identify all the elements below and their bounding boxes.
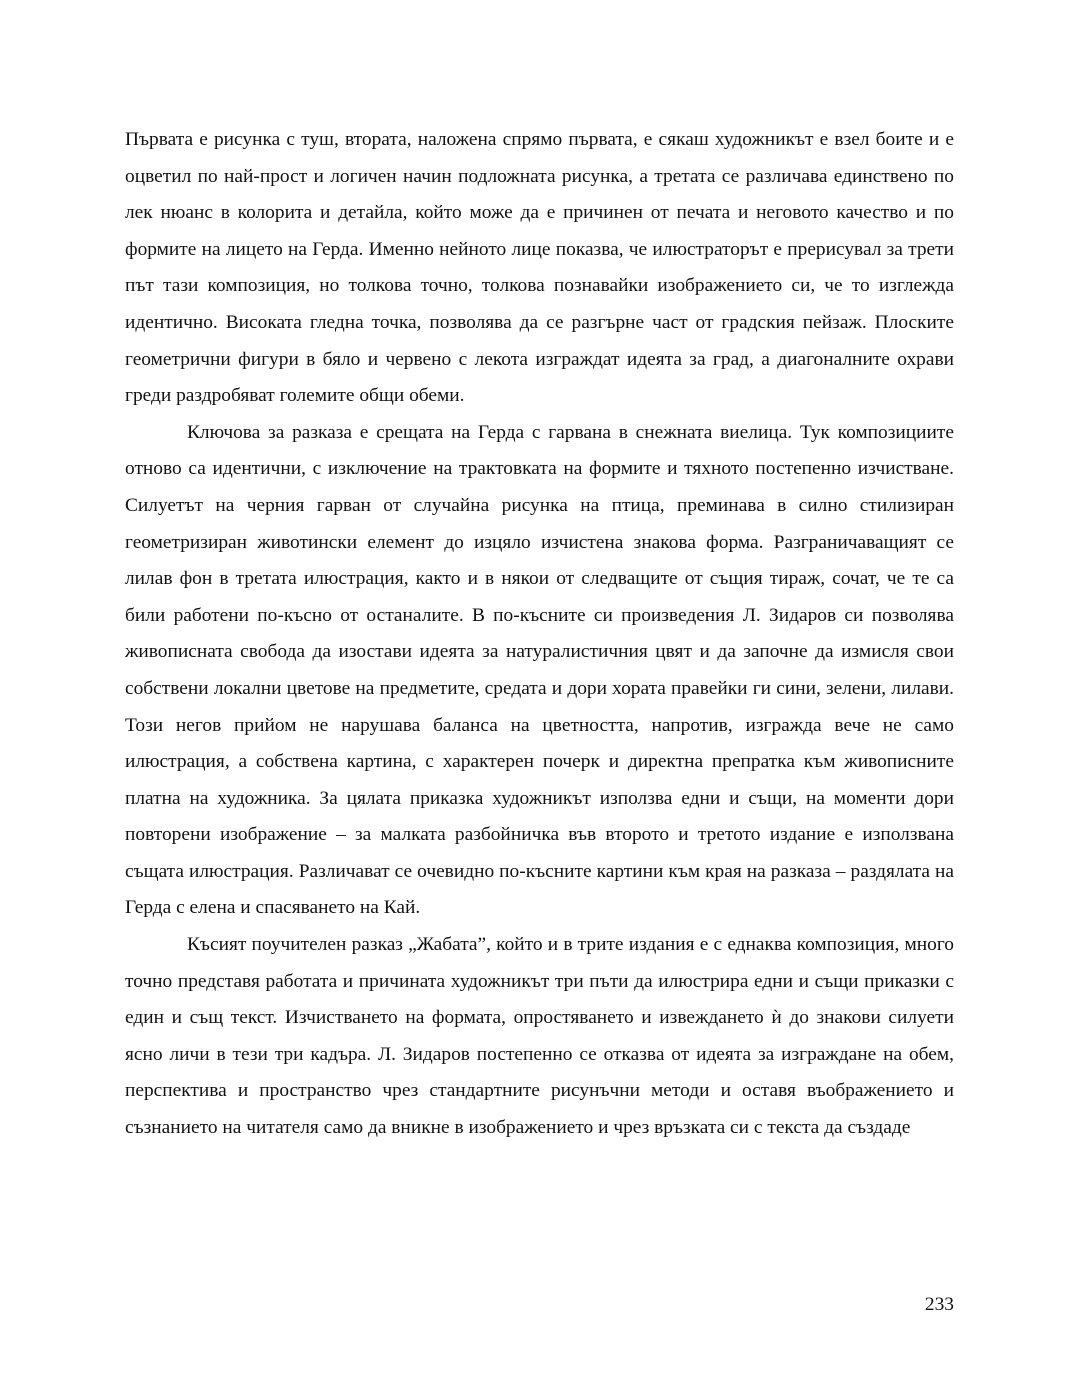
paragraph: Първата е рисунка с туш, втората, наложена спрямо първата, е сякаш художникът е взел боите и е оцветил по най-прост и логичен начин подложната рисунка, а третата се различава единствено по лек нюанс в колорита и детайла, който може да е причинен от печата и неговото качество и по формите на лицето на Герда. Именно нейното лице показва, че илюстраторът е прерисувал за трети път тази композиция, но толкова точно, толкова познавайки изображението си, че то изглежда идентично. Високата гледна точка, позволява да се разгърне част от градския пейзаж. Плоските геометрични фигури в бяло и червено с лекота изграждат идеята за град, а диагоналните охрави греди раздробяват големите общи обеми. — [125, 129, 954, 407]
paragraph: Късият поучителен разказ „Жабата”, който и в трите издания е с еднаква композиция, много точно представя работата и причината художникът три пъти да илюстрира едни и същи приказки с един и същ текст. Изчистването на формата, опростяването и извеждането ѝ до знакови силуети ясно личи в тези три кадъра. Л. Зидаров постепенно се отказва от идеята за изграждане на обем, перспектива и пространство чрез стандартните рисунъчни методи и оставя въображението и съзнанието на читателя само да вникне в изображението и чрез връзката си с текста да създаде — [125, 934, 954, 1139]
paragraph: Ключова за разказа е срещата на Герда с гарвана в снежната виелица. Тук композициите отново са идентични, с изключение на трактовката на формите и тяхното постепенно изчистване. Силуетът на черния гарван от случайна рисунка на птица, преминава в силно стилизиран геометризиран животински елемент до изцяло изчистена знакова форма. Разграничаващият се лилав фон в третата илюстрация, както и в някои от следващите от същия тираж, сочат, че те са били работени по-късно от останалите. В по-късните си произведения Л. Зидаров си позволява живописната свобода да изостави идеята за натуралистичния цвят и да започне да измисля свои собствени локални цветове на предметите, средата и дори хората правейки ги сини, зелени, лилави. Този негов прийом не нарушава баланса на цветността, напротив, изгражда вече не само илюстрация, а собствена картина, с характерен почерк и директна препратка към живописните платна на художника. За цялата приказка художникът използва едни и същи, на моменти дори повторени изображение – за малката разбойничка във второто и третото издание е използвана същата илюстрация. Различават се очевидно по-късните картини към края на разказа – раздялата на Герда с елена и спасяването на Кай. — [125, 421, 954, 919]
body-text — [125, 122, 954, 1147]
page-number: 233 — [924, 1294, 954, 1315]
